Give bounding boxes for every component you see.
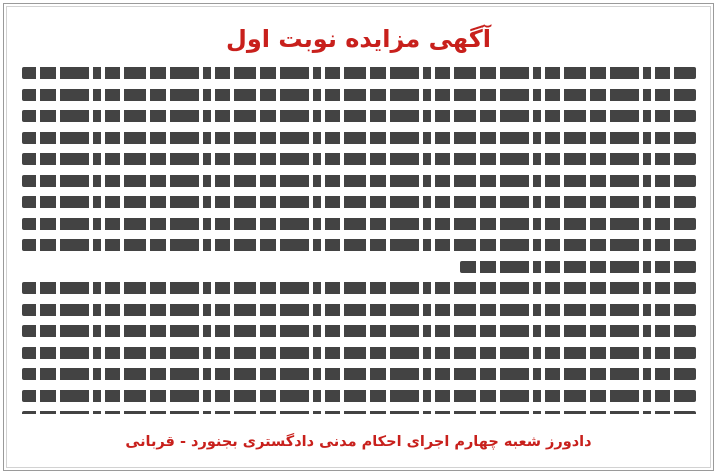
body-text-line	[22, 368, 696, 387]
body-text-line	[22, 304, 696, 323]
body-text-line	[22, 390, 696, 409]
body-text-line	[22, 89, 696, 108]
notice-signature: دادورز شعبه چهارم اجرای احکام مدنی دادگستری بجنورد - قربانی	[125, 434, 592, 450]
body-text-line	[22, 196, 696, 215]
body-text-line	[22, 282, 696, 301]
body-text-line	[22, 347, 696, 366]
body-text-line	[22, 132, 696, 151]
body-text-line	[22, 175, 696, 194]
notice-title: آگهی مزایده نوبت اول	[226, 25, 491, 53]
body-text-line	[22, 325, 696, 344]
body-text-line	[22, 411, 696, 414]
body-text-line	[22, 261, 696, 280]
body-text-line	[22, 67, 696, 86]
notice-body	[22, 64, 696, 414]
body-text-line	[22, 218, 696, 237]
body-text-line	[22, 153, 696, 172]
body-text-line	[22, 239, 696, 258]
body-text-line	[22, 110, 696, 129]
